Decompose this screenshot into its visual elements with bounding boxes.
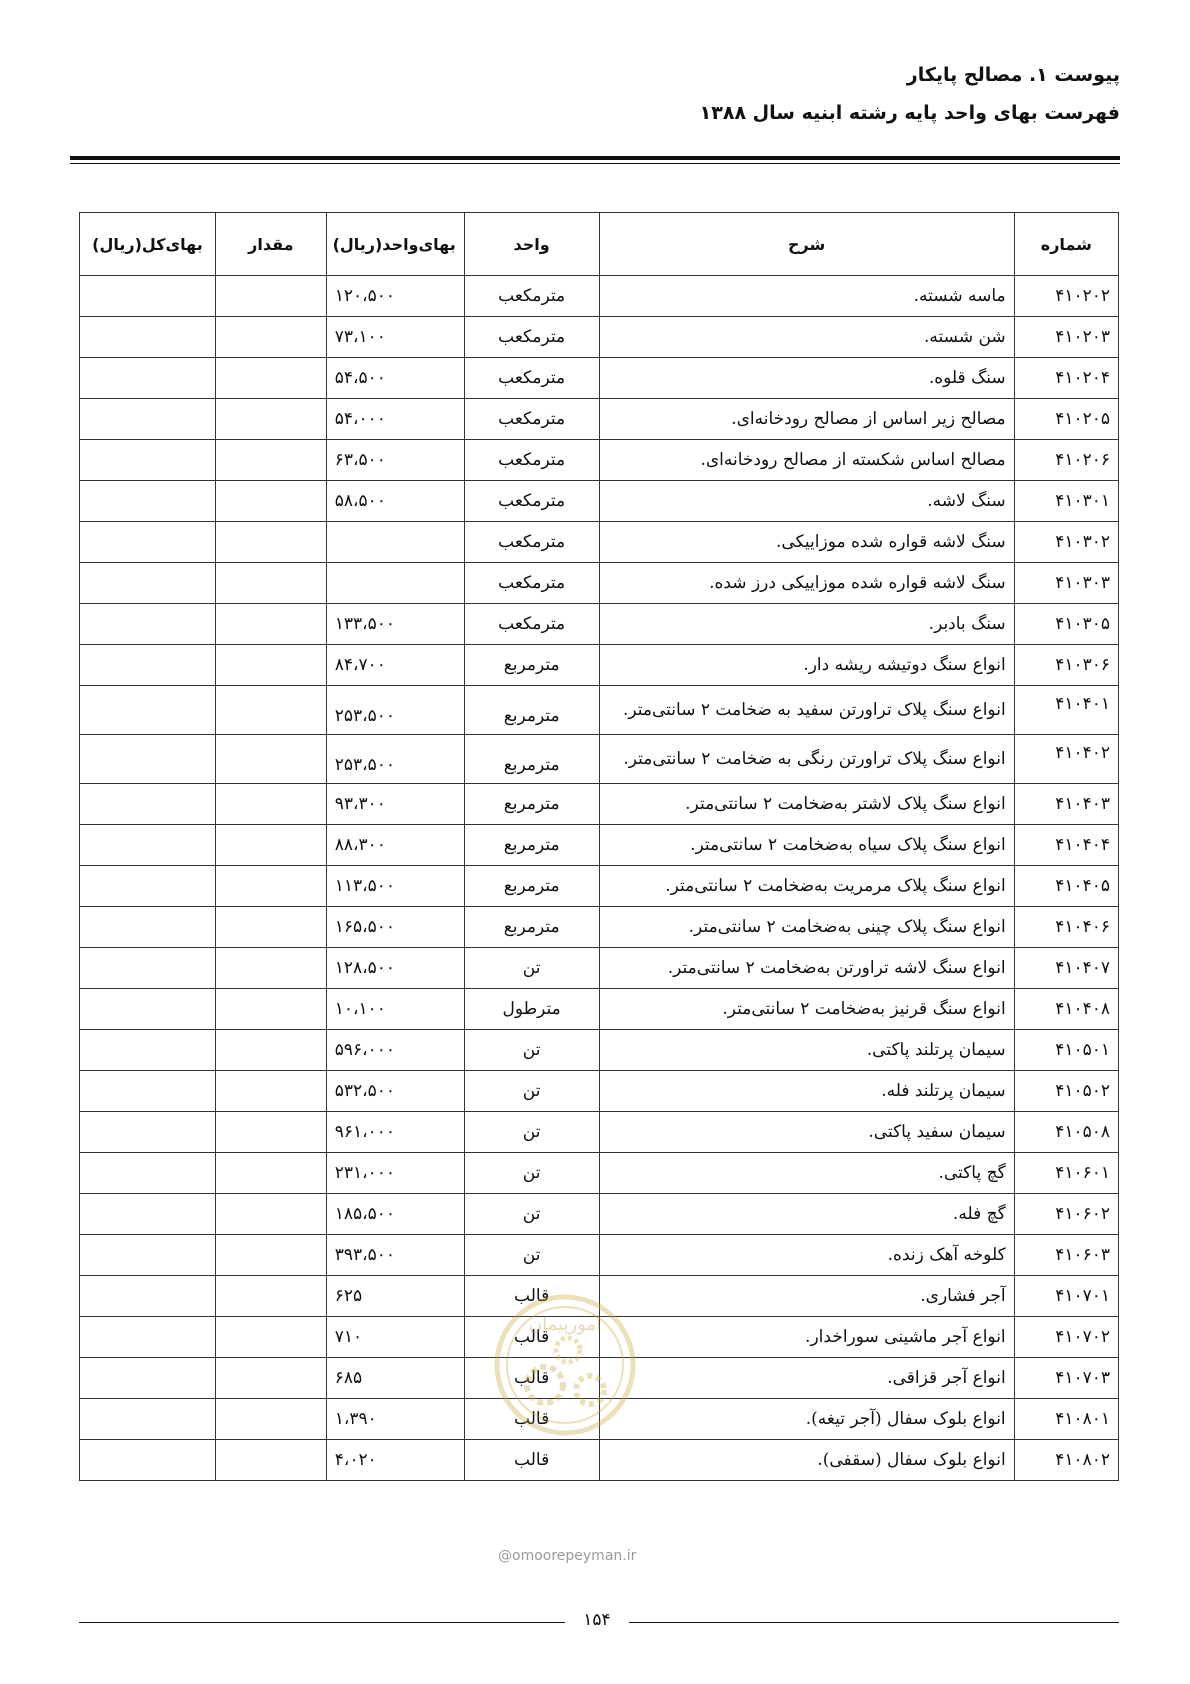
table-row [80, 1194, 1119, 1235]
item-number: ۴۱۰۴۰۴ [1014, 825, 1118, 866]
item-description: مصالح زیر اساس از مصالح رودخانه‌ای. [599, 399, 1014, 440]
table-row [80, 399, 1119, 440]
page-number: ۱۵۴ [583, 1610, 611, 1630]
item-unit-price: ۳۹۳،۵۰۰ [326, 1235, 464, 1276]
item-unit-price: ۶۳،۵۰۰ [326, 440, 464, 481]
item-description: سنگ قلوه. [599, 358, 1014, 399]
table-row [80, 989, 1119, 1030]
item-total-price [80, 399, 216, 440]
item-description: ماسه شسته. [599, 276, 1014, 317]
item-number: ۴۱۰۳۰۶ [1014, 645, 1118, 686]
column-header-unit: واحد [464, 213, 599, 276]
item-description: انواع سنگ پلاک تراورتن سفید به ضخامت ۲ سانتی‌متر. [599, 686, 1014, 735]
item-unit: مترمکعب [464, 440, 599, 481]
item-unit-price: ۱۰،۱۰۰ [326, 989, 464, 1030]
page-header [70, 60, 1120, 128]
item-unit-price: ۱۲۰،۵۰۰ [326, 276, 464, 317]
table-row [80, 1276, 1119, 1317]
item-unit: مترمربع [464, 686, 599, 735]
item-quantity [215, 563, 326, 604]
item-quantity [215, 1235, 326, 1276]
item-quantity [215, 358, 326, 399]
item-number: ۴۱۰۲۰۵ [1014, 399, 1118, 440]
item-description: مصالح اساس شکسته از مصالح رودخانه‌ای. [599, 440, 1014, 481]
item-quantity [215, 1030, 326, 1071]
item-description: انواع سنگ پلاک لاشتر به‌ضخامت ۲ سانتی‌متر. [599, 784, 1014, 825]
table-row [80, 735, 1119, 784]
table-row [80, 1153, 1119, 1194]
table-row [80, 645, 1119, 686]
item-unit-price: ۲۵۳،۵۰۰ [326, 735, 464, 784]
item-number: ۴۱۰۳۰۵ [1014, 604, 1118, 645]
item-quantity [215, 1440, 326, 1481]
item-quantity [215, 1276, 326, 1317]
item-unit: مترمربع [464, 866, 599, 907]
item-total-price [80, 1399, 216, 1440]
item-total-price [80, 522, 216, 563]
item-total-price [80, 645, 216, 686]
price-table [79, 212, 1119, 1481]
item-description: سنگ لاشه قواره شده موزاییکی. [599, 522, 1014, 563]
item-total-price [80, 1276, 216, 1317]
item-quantity [215, 604, 326, 645]
item-unit-price [326, 522, 464, 563]
item-quantity [215, 686, 326, 735]
item-total-price [80, 784, 216, 825]
item-number: ۴۱۰۷۰۳ [1014, 1358, 1118, 1399]
item-unit: مترمکعب [464, 604, 599, 645]
item-unit-price: ۴،۰۲۰ [326, 1440, 464, 1481]
item-number: ۴۱۰۶۰۳ [1014, 1235, 1118, 1276]
item-quantity [215, 948, 326, 989]
item-total-price [80, 1153, 216, 1194]
item-unit-price: ۱۶۵،۵۰۰ [326, 907, 464, 948]
footer-rule-right [629, 1622, 1119, 1623]
item-description: سنگ بادبر. [599, 604, 1014, 645]
item-quantity [215, 1194, 326, 1235]
item-quantity [215, 825, 326, 866]
item-unit-price [326, 563, 464, 604]
table-header-row [80, 213, 1119, 276]
item-description: انواع سنگ پلاک سیاه به‌ضخامت ۲ سانتی‌متر. [599, 825, 1014, 866]
column-header-unit-price: بهای‌واحد(ریال) [326, 213, 464, 276]
item-quantity [215, 1071, 326, 1112]
column-header-number: شماره [1014, 213, 1118, 276]
item-unit-price: ۵۴،۰۰۰ [326, 399, 464, 440]
item-total-price [80, 317, 216, 358]
item-unit-price: ۶۲۵ [326, 1276, 464, 1317]
item-unit: تن [464, 1112, 599, 1153]
item-unit-price: ۸۸،۳۰۰ [326, 825, 464, 866]
item-description: انواع آجر ماشینی سوراخدار. [599, 1317, 1014, 1358]
item-unit: مترمربع [464, 825, 599, 866]
table-row [80, 317, 1119, 358]
table-row [80, 686, 1119, 735]
item-quantity [215, 522, 326, 563]
item-unit: تن [464, 948, 599, 989]
stamp-text: امورپیمان [528, 1314, 602, 1335]
appendix-title: پیوست ۱. مصالح پایکار [906, 64, 1120, 86]
item-description: سیمان پرتلند فله. [599, 1071, 1014, 1112]
item-unit: قالب [464, 1358, 599, 1399]
item-quantity [215, 1358, 326, 1399]
watermark-site: @omoorepeyman.ir [498, 1548, 637, 1564]
document-subtitle: فهرست بهای واحد پایه رشته ابنیه سال ۱۳۸۸ [699, 102, 1120, 124]
item-unit: تن [464, 1071, 599, 1112]
item-description: شن شسته. [599, 317, 1014, 358]
item-quantity [215, 989, 326, 1030]
item-total-price [80, 1358, 216, 1399]
item-unit: مترمربع [464, 735, 599, 784]
column-header-total-price: بهای‌کل(ریال) [80, 213, 216, 276]
item-number: ۴۱۰۴۰۵ [1014, 866, 1118, 907]
item-quantity [215, 735, 326, 784]
item-description: سنگ لاشه قواره شده موزاییکی درز شده. [599, 563, 1014, 604]
table-row [80, 1358, 1119, 1399]
table-row [80, 1235, 1119, 1276]
item-total-price [80, 440, 216, 481]
table-row [80, 866, 1119, 907]
item-unit: مترمکعب [464, 563, 599, 604]
item-unit-price: ۱۲۸،۵۰۰ [326, 948, 464, 989]
table-row [80, 604, 1119, 645]
item-total-price [80, 563, 216, 604]
item-total-price [80, 866, 216, 907]
item-quantity [215, 1112, 326, 1153]
item-number: ۴۱۰۲۰۲ [1014, 276, 1118, 317]
item-number: ۴۱۰۸۰۱ [1014, 1399, 1118, 1440]
item-number: ۴۱۰۵۰۱ [1014, 1030, 1118, 1071]
item-unit-price: ۱۱۳،۵۰۰ [326, 866, 464, 907]
item-description: سیمان پرتلند پاکتی. [599, 1030, 1014, 1071]
item-quantity [215, 784, 326, 825]
table-row [80, 563, 1119, 604]
table-row [80, 784, 1119, 825]
item-description: انواع آجر قزاقی. [599, 1358, 1014, 1399]
table-row [80, 1317, 1119, 1358]
table-row [80, 1440, 1119, 1481]
item-number: ۴۱۰۵۰۸ [1014, 1112, 1118, 1153]
item-unit: قالب [464, 1440, 599, 1481]
item-description: انواع سنگ لاشه تراورتن به‌ضخامت ۲ سانتی‌متر. [599, 948, 1014, 989]
item-unit: مترمربع [464, 784, 599, 825]
item-total-price [80, 989, 216, 1030]
item-total-price [80, 604, 216, 645]
table-row [80, 276, 1119, 317]
item-description: انواع سنگ پلاک تراورتن رنگی به ضخامت ۲ سانتی‌متر. [599, 735, 1014, 784]
item-description: انواع سنگ قرنیز به‌ضخامت ۲ سانتی‌متر. [599, 989, 1014, 1030]
item-total-price [80, 358, 216, 399]
item-unit-price: ۸۴،۷۰۰ [326, 645, 464, 686]
item-unit: قالب [464, 1276, 599, 1317]
table-body [80, 276, 1119, 1481]
item-unit: مترمکعب [464, 276, 599, 317]
item-number: ۴۱۰۶۰۱ [1014, 1153, 1118, 1194]
item-number: ۴۱۰۴۰۳ [1014, 784, 1118, 825]
item-unit: مترمکعب [464, 522, 599, 563]
item-unit: مترمکعب [464, 358, 599, 399]
table-row [80, 522, 1119, 563]
item-unit-price: ۶۸۵ [326, 1358, 464, 1399]
item-description: سیمان سفید پاکتی. [599, 1112, 1014, 1153]
item-number: ۴۱۰۴۰۷ [1014, 948, 1118, 989]
table-row [80, 1071, 1119, 1112]
item-quantity [215, 276, 326, 317]
item-unit-price: ۱،۳۹۰ [326, 1399, 464, 1440]
item-unit-price: ۷۱۰ [326, 1317, 464, 1358]
item-total-price [80, 1071, 216, 1112]
item-quantity [215, 1317, 326, 1358]
item-unit-price: ۲۳۱،۰۰۰ [326, 1153, 464, 1194]
table-row [80, 440, 1119, 481]
item-quantity [215, 399, 326, 440]
item-number: ۴۱۰۵۰۲ [1014, 1071, 1118, 1112]
item-quantity [215, 440, 326, 481]
item-unit: قالب [464, 1317, 599, 1358]
item-total-price [80, 1317, 216, 1358]
item-quantity [215, 645, 326, 686]
item-unit: تن [464, 1235, 599, 1276]
item-description: انواع بلوک سفال (آجر تیغه). [599, 1399, 1014, 1440]
column-header-description: شرح [599, 213, 1014, 276]
item-number: ۴۱۰۳۰۲ [1014, 522, 1118, 563]
item-quantity [215, 1153, 326, 1194]
item-description: گچ فله. [599, 1194, 1014, 1235]
item-total-price [80, 1235, 216, 1276]
item-description: آجر فشاری. [599, 1276, 1014, 1317]
item-unit: مترمربع [464, 645, 599, 686]
table-row [80, 1112, 1119, 1153]
item-number: ۴۱۰۶۰۲ [1014, 1194, 1118, 1235]
item-unit-price: ۹۶۱،۰۰۰ [326, 1112, 464, 1153]
table-row [80, 948, 1119, 989]
item-unit-price: ۱۸۵،۵۰۰ [326, 1194, 464, 1235]
item-quantity [215, 907, 326, 948]
item-total-price [80, 825, 216, 866]
header-rule-thin [70, 163, 1120, 164]
item-total-price [80, 907, 216, 948]
item-total-price [80, 1030, 216, 1071]
item-unit: تن [464, 1153, 599, 1194]
item-unit: مترمکعب [464, 399, 599, 440]
item-description: انواع سنگ دوتیشه ریشه دار. [599, 645, 1014, 686]
item-number: ۴۱۰۲۰۶ [1014, 440, 1118, 481]
item-number: ۴۱۰۸۰۲ [1014, 1440, 1118, 1481]
item-total-price [80, 948, 216, 989]
item-unit-price: ۱۳۳،۵۰۰ [326, 604, 464, 645]
header-rule-thick [70, 156, 1120, 160]
item-description: کلوخه آهک زنده. [599, 1235, 1014, 1276]
item-total-price [80, 1440, 216, 1481]
item-quantity [215, 481, 326, 522]
item-description: انواع بلوک سفال (سقفی). [599, 1440, 1014, 1481]
item-unit: مترمکعب [464, 317, 599, 358]
item-number: ۴۱۰۳۰۱ [1014, 481, 1118, 522]
item-quantity [215, 317, 326, 358]
item-unit: مترمربع [464, 907, 599, 948]
item-total-price [80, 735, 216, 784]
item-total-price [80, 1112, 216, 1153]
item-number: ۴۱۰۴۰۶ [1014, 907, 1118, 948]
item-total-price [80, 1194, 216, 1235]
item-number: ۴۱۰۷۰۱ [1014, 1276, 1118, 1317]
item-description: انواع سنگ پلاک چینی به‌ضخامت ۲ سانتی‌متر. [599, 907, 1014, 948]
footer-rule-left [79, 1622, 565, 1623]
table-row [80, 481, 1119, 522]
item-description: سنگ لاشه. [599, 481, 1014, 522]
item-total-price [80, 686, 216, 735]
table-row [80, 825, 1119, 866]
item-number: ۴۱۰۲۰۴ [1014, 358, 1118, 399]
item-unit-price: ۵۳۲،۵۰۰ [326, 1071, 464, 1112]
item-number: ۴۱۰۴۰۱ [1014, 686, 1118, 735]
table-row [80, 358, 1119, 399]
item-unit-price: ۵۸،۵۰۰ [326, 481, 464, 522]
item-total-price [80, 276, 216, 317]
item-unit: قالب [464, 1399, 599, 1440]
item-quantity [215, 866, 326, 907]
table-row [80, 1030, 1119, 1071]
item-quantity [215, 1399, 326, 1440]
column-header-quantity: مقدار [215, 213, 326, 276]
item-unit: تن [464, 1194, 599, 1235]
item-total-price [80, 481, 216, 522]
item-unit: تن [464, 1030, 599, 1071]
item-unit-price: ۵۹۶،۰۰۰ [326, 1030, 464, 1071]
table-row [80, 1399, 1119, 1440]
item-number: ۴۱۰۴۰۸ [1014, 989, 1118, 1030]
item-number: ۴۱۰۷۰۲ [1014, 1317, 1118, 1358]
item-unit-price: ۲۵۳،۵۰۰ [326, 686, 464, 735]
item-unit: مترمکعب [464, 481, 599, 522]
item-description: انواع سنگ پلاک مرمریت به‌ضخامت ۲ سانتی‌متر. [599, 866, 1014, 907]
item-number: ۴۱۰۳۰۳ [1014, 563, 1118, 604]
item-unit-price: ۷۳،۱۰۰ [326, 317, 464, 358]
item-unit-price: ۵۴،۵۰۰ [326, 358, 464, 399]
item-description: گچ پاکتی. [599, 1153, 1014, 1194]
item-number: ۴۱۰۲۰۳ [1014, 317, 1118, 358]
table-row [80, 907, 1119, 948]
item-unit-price: ۹۳،۳۰۰ [326, 784, 464, 825]
item-number: ۴۱۰۴۰۲ [1014, 735, 1118, 784]
item-unit: مترطول [464, 989, 599, 1030]
